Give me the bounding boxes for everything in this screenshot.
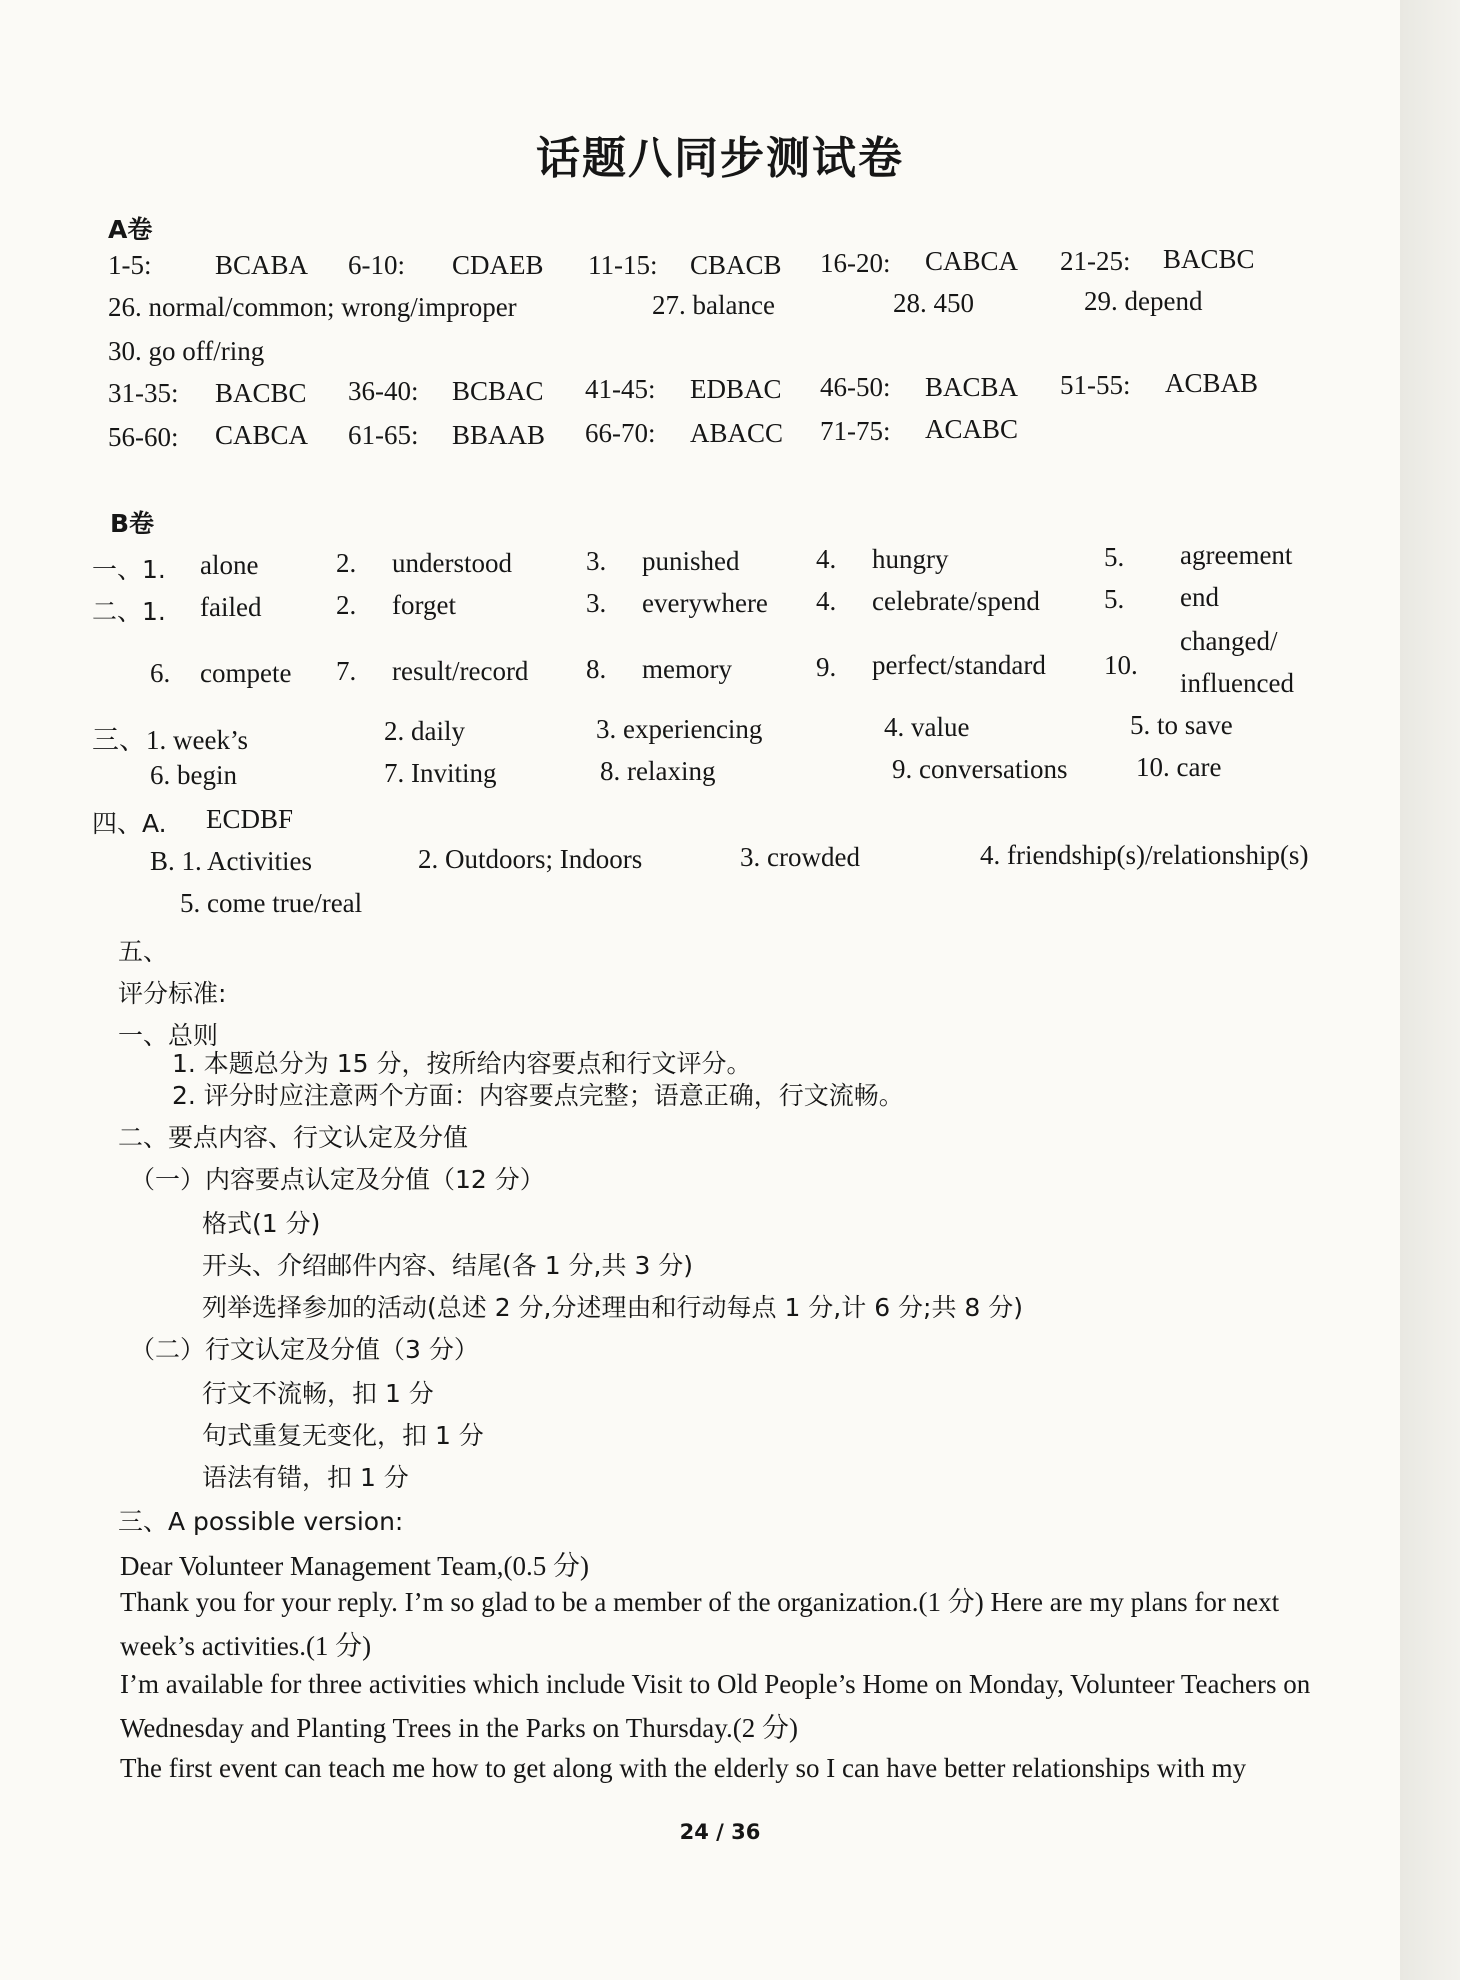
answer-text: memory [642,654,732,684]
item-number: 4. [816,544,837,574]
answer-value: BBAAB [452,420,546,450]
page-title: 话题八同步测试卷 [536,133,904,184]
answer-text: 5. come true/real [180,888,363,918]
scoring-heading: 三、A possible version: [118,1507,404,1536]
answer-text: celebrate/spend [872,586,1040,616]
answer-text: end [1180,582,1219,612]
range-label: 16-20: [820,248,891,278]
answer-text: ECDBF [206,804,294,834]
answer-value: EDBAC [690,374,782,404]
answer-text: forget [392,590,456,620]
item-number: 3. [586,546,607,576]
answer-text: 5. to save [1130,710,1233,740]
range-label: 36-40: [348,376,419,406]
range-label: 6-10: [348,250,405,280]
answer-value: BACBC [1163,244,1255,274]
answer-text: failed [200,592,262,622]
scoring-item: 格式(1 分) [202,1209,321,1238]
range-label: 66-70: [585,418,656,448]
answer-text: 10. care [1136,752,1222,782]
item-number: 8. [586,654,607,684]
answer-value: ACABC [925,414,1019,444]
answer-value: CBACB [690,250,782,280]
letter-paragraph: I’m available for three activities which include Visit to Old People’s Home on Monday, Volunteer Teachers on Wednesday and Planting Trees in the Parks on Thursday.(2 分) [120,1669,1311,1743]
answer-text: 7. Inviting [384,758,497,788]
scoring-heading: 二、要点内容、行文认定及分值 [118,1123,469,1152]
answer-value: ACBAB [1165,368,1259,398]
answer-text: punished [642,546,740,576]
scoring-item: 开头、介绍邮件内容、结尾(各 1 分,共 3 分) [202,1251,694,1280]
item-number: 2. [336,590,357,620]
range-label: 11-15: [588,250,658,280]
item-number: 2. [336,548,357,578]
answer-text: 29. depend [1084,286,1203,316]
scoring-item: 列举选择参加的活动(总述 2 分,分述理由和行动每点 1 分,计 6 分;共 8 分) [202,1293,1024,1322]
answer-value: CABCA [925,246,1019,276]
item-label: 一、1. [92,555,166,584]
answer-text: 2. Outdoors; Indoors [418,844,643,874]
answer-text: 26. normal/common; wrong/improper [108,292,517,322]
range-label: 21-25: [1060,246,1131,276]
item-number: 5. [1104,542,1125,572]
scoring-title: 评分标准: [118,979,227,1008]
range-label: 46-50: [820,372,891,402]
answer-text: compete [200,658,292,688]
item-label: 四、A. [92,809,167,838]
answer-text: B. 1. Activities [150,846,312,876]
item-number: 6. [150,658,171,688]
answer-value: BACBC [215,378,307,408]
scoring-rule: 2. 评分时应注意两个方面：内容要点完整；语意正确，行文流畅。 [172,1081,904,1110]
answer-text: 8. relaxing [600,756,716,786]
range-label: 56-60: [108,422,179,452]
answer-value: CABCA [215,420,309,450]
answer-text: 3. experiencing [596,714,763,744]
scoring-item: 句式重复无变化，扣 1 分 [202,1421,484,1450]
range-label: 61-65: [348,420,419,450]
answer-text: 2. daily [384,716,465,746]
item-number: 3. [586,588,607,618]
answer-text: 6. begin [150,760,237,790]
item-number: 5. [1104,584,1125,614]
page-edge [1400,0,1460,1980]
answer-text: 3. crowded [740,842,860,872]
answer-text: everywhere [642,588,768,618]
answer-value: ABACC [690,418,784,448]
answer-text: 9. conversations [892,754,1068,784]
answer-text: changed/ [1180,626,1278,656]
answer-text: 4. value [884,712,970,742]
answer-text: 28. 450 [893,288,974,318]
answer-value: BCBAC [452,376,544,406]
answer-text: agreement [1180,540,1293,570]
section-b-header: B卷 [110,509,155,538]
range-label: 71-75: [820,416,891,446]
answer-text: result/record [392,656,529,686]
letter-paragraph: Thank you for your reply. I’m so glad to be a member of the organization.(1 分) Here are my plans for next week’s activities.(1 分) [120,1587,1280,1661]
answer-text: understood [392,548,512,578]
scoring-item: 行文不流畅，扣 1 分 [202,1379,434,1408]
answer-text: 30. go off/ring [108,336,265,366]
scoring-heading: 一、总则 [118,1021,219,1050]
scoring-item: 语法有错，扣 1 分 [202,1463,409,1492]
section-a-header: A卷 [108,215,153,244]
range-label: 51-55: [1060,370,1131,400]
answer-text: influenced [1180,668,1294,698]
answer-value: BCABA [215,250,309,280]
scoring-rule: 1. 本题总分为 15 分，按所给内容要点和行文评分。 [172,1049,752,1078]
letter-greeting: Dear Volunteer Management Team,(0.5 分) [120,1551,589,1581]
letter-paragraph: The first event can teach me how to get along with the elderly so I can have better relationships with my [120,1753,1247,1783]
range-label: 31-35: [108,378,179,408]
item-number: 4. [816,586,837,616]
item-number: 9. [816,652,837,682]
answer-value: CDAEB [452,250,544,280]
answer-value: BACBA [925,372,1019,402]
item-number: 10. [1104,650,1138,680]
range-label: 1-5: [108,250,152,280]
answer-text: alone [200,550,259,580]
scoring-subheading: （二）行文认定及分值（3 分） [130,1335,479,1364]
section-label: 五、 [118,937,169,966]
answer-text: hungry [872,544,949,574]
page-number: 24 / 36 [679,1820,761,1844]
range-label: 41-45: [585,374,656,404]
item-number: 7. [336,656,357,686]
answer-text: 三、1. week’s [92,725,248,755]
item-label: 二、1. [92,597,166,626]
scoring-subheading: （一）内容要点认定及分值（12 分） [130,1165,545,1194]
answer-text: perfect/standard [872,650,1046,680]
answer-text: 27. balance [652,290,775,320]
answer-text: 4. friendship(s)/relationship(s) [980,840,1309,870]
